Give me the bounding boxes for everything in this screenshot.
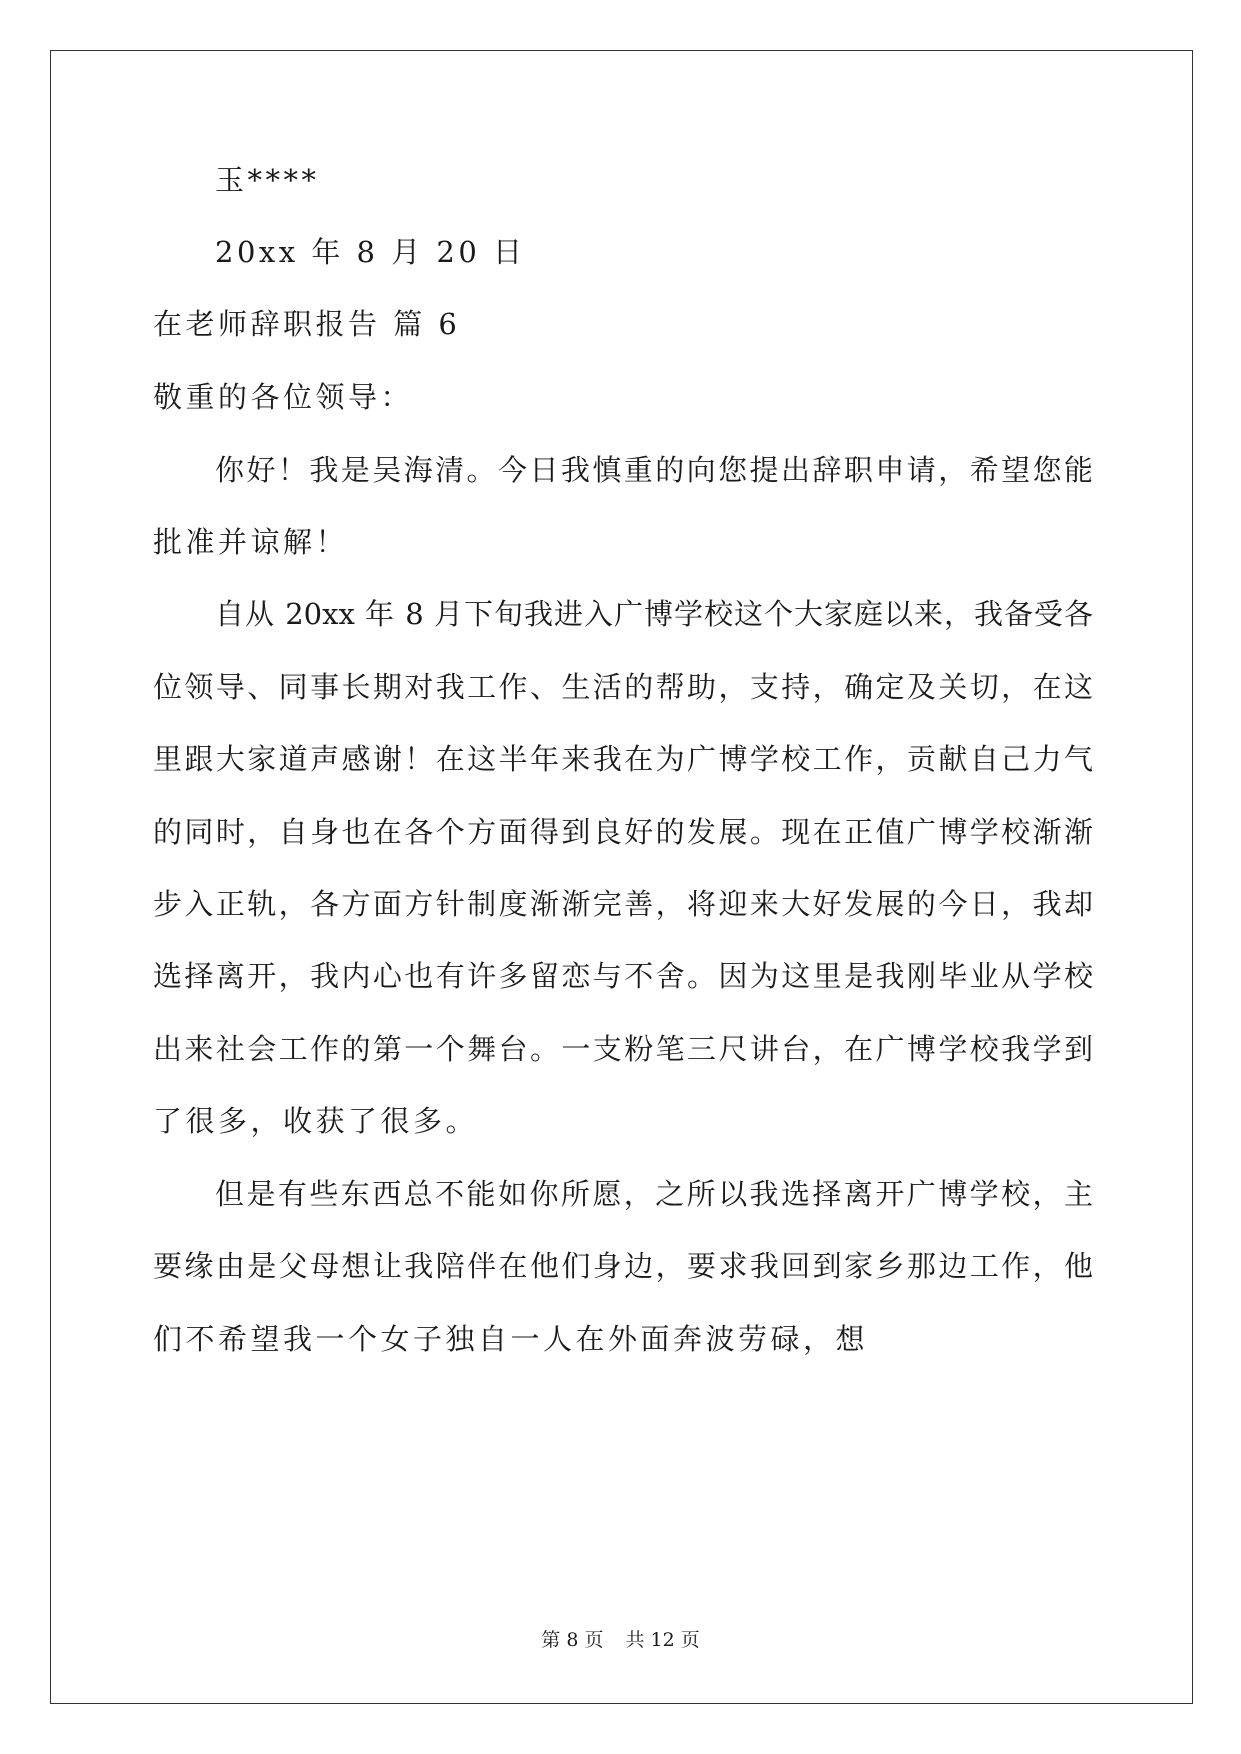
salutation: 敬重的各位领导：	[153, 380, 414, 414]
paragraph-line: 选择离开，我内心也有许多留恋与不舍。因为这里是我刚毕业从学校	[153, 959, 1093, 993]
paragraph-line: 出来社会工作的第一个舞台。一支粉笔三尺讲台，在广博学校我学到	[153, 1032, 1093, 1066]
page-total: 共 12 页	[625, 1629, 700, 1651]
paragraph-line: 自从 20xx 年 8 月下旬我进入广博学校这个大家庭以来，我备受各	[215, 597, 1093, 631]
paragraph-line: 位领导、同事长期对我工作、生活的帮助，支持，确定及关切，在这	[153, 670, 1093, 704]
paragraph-line: 步入正轨，各方面方针制度渐渐完善，将迎来大好发展的今日，我却	[153, 887, 1093, 921]
paragraph-line: 们不希望我一个女子独自一人在外面奔波劳碌，想	[153, 1322, 869, 1356]
paragraph-line: 但是有些东西总不能如你所愿，之所以我选择离开广博学校，主	[215, 1177, 1093, 1211]
paragraph-line: 你好！我是吴海清。今日我慎重的向您提出辞职申请，希望您能	[215, 453, 1093, 487]
paragraph-line: 批准并谅解！	[153, 525, 349, 559]
section-title: 在老师辞职报告 篇 6	[153, 307, 461, 341]
page-border	[50, 50, 1193, 1704]
page-number: 第 8 页	[541, 1629, 604, 1651]
date: 20xx 年 8 月 20 日	[215, 235, 526, 269]
paragraph-line: 的同时，自身也在各个方面得到良好的发展。现在正值广博学校渐渐	[153, 815, 1093, 849]
paragraph-line: 了很多，收获了很多。	[153, 1104, 479, 1138]
page-footer	[0, 1625, 1241, 1652]
paragraph-line: 里跟大家道声感谢！在这半年来我在为广博学校工作，贡献自己力气	[153, 742, 1093, 776]
signature: 玉****	[215, 163, 320, 197]
paragraph-line: 要缘由是父母想让我陪伴在他们身边，要求我回到家乡那边工作，他	[153, 1249, 1093, 1283]
